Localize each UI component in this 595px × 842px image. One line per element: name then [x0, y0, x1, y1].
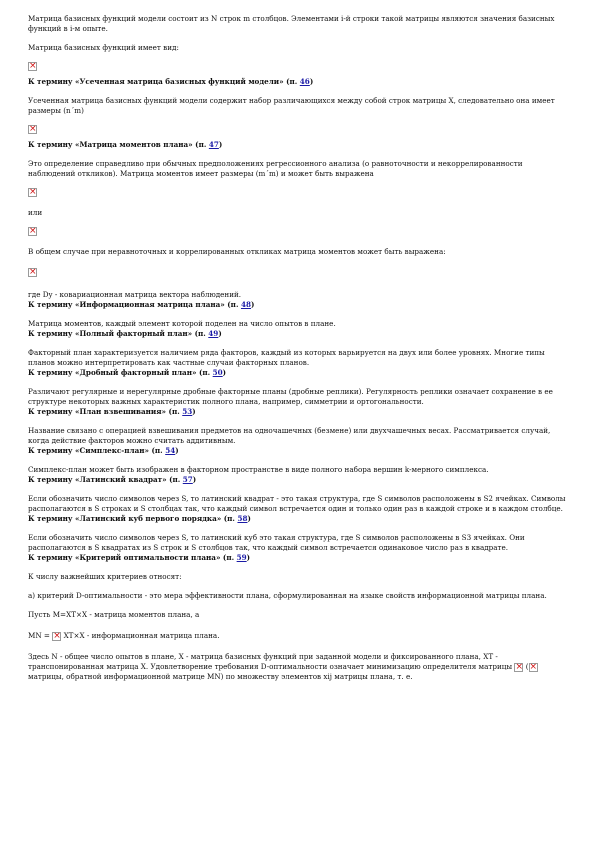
page-link[interactable]: 53	[182, 407, 193, 416]
page-link[interactable]: 54	[165, 446, 176, 455]
formula-image	[28, 122, 568, 136]
broken-image-icon	[28, 268, 37, 277]
formula-image	[28, 59, 568, 73]
term-heading-tail: )	[175, 446, 179, 455]
term-heading	[28, 140, 568, 150]
term-heading	[28, 446, 568, 456]
paragraph: Это определение справедливо при обычных предположениях регрессионного анализа (о равноточности и некоррелированности наблюдений откликов). Матрица моментов имеет размеры (m´m) и может быть выражена	[28, 159, 523, 178]
formula-image	[28, 185, 568, 199]
paragraph: Здесь N - общее число опытов в плане, X - матрица базисных функций при заданной модели и фиксированного плана, XT - транспонированная матрица X. Удовлетворение требования D-оптимальности означает минимизацию определителя матрицы × (× матрицы, обратной информационной матрице MN) по множеству элементов xij матрицы плана, т. е.	[28, 652, 568, 682]
paragraph-text: Здесь N - общее число опытов в плане, X - матрица базисных функций при заданной модели и фиксированного плана, XT - транспонированная матрица X. Удовлетворение требования D-оптимальности означает минимизацию определителя матрицы	[28, 652, 513, 671]
formula-suffix: XT×X - информационная матрица плана.	[63, 631, 220, 640]
formula-prefix: MN =	[28, 631, 50, 640]
broken-image-icon	[28, 227, 37, 236]
paragraph: Название связано с операцией взвешивания предметов на одночашечных (безмене) или двухчашечных весах. Рассматривается случай, когда действие факторов можно считать аддитивным.	[28, 426, 551, 445]
term-heading-text: К термину «Критерий оптимальности плана» (п.	[28, 553, 235, 562]
page-link[interactable]: 47	[208, 140, 219, 149]
term-heading	[28, 514, 568, 524]
term-heading-tail: )	[192, 475, 197, 484]
broken-image-icon	[529, 663, 538, 672]
paragraph-tail: матрицы, обратной информационной матрице MN) по множеству элементов xij матрицы плана, т. е.	[28, 672, 413, 681]
term-heading	[28, 553, 568, 563]
paragraph: Матрица базисных функций модели состоит из N строк m столбцов. Элементами i-й строки такой матрицы являются значения базисных функций в i-м опыте.	[28, 14, 555, 33]
term-heading-text: К термину «План взвешивания» (п.	[28, 407, 180, 416]
term-heading-tail: )	[247, 514, 251, 523]
paragraph: где Dy - ковариационная матрица вектора наблюдений.	[28, 290, 242, 299]
formula-image	[28, 263, 568, 281]
paragraph: В общем случае при неравноточных и коррелированных откликах матрица моментов может быть выражена:	[28, 247, 446, 256]
term-heading-text: К термину «Симплекс-план» (п.	[28, 446, 163, 455]
term-heading-text: К термину «Латинский куб первого порядка» (п.	[28, 514, 235, 523]
formula-line	[28, 629, 568, 643]
paragraph: Факторный план характеризуется наличием ряда факторов, каждый из которых варьируется на двух или более уровнях. Многие типы планов можно интерпретировать как частные случаи факторных планов.	[28, 348, 545, 367]
paragraph: Пусть M=XT×X - матрица моментов плана, а	[28, 610, 200, 619]
term-heading	[28, 407, 568, 417]
broken-image-icon	[28, 62, 37, 71]
page-link[interactable]: 58	[237, 514, 248, 523]
term-heading	[28, 475, 568, 485]
term-heading-tail: )	[218, 140, 223, 149]
term-heading	[28, 300, 568, 310]
formula-image	[28, 224, 568, 238]
term-heading-tail: )	[246, 553, 251, 562]
page-link[interactable]: 50	[212, 368, 223, 377]
document-page	[28, 14, 568, 682]
paragraph: К числу важнейших критериев относят:	[28, 572, 182, 581]
term-heading-tail: )	[250, 300, 255, 309]
broken-image-icon	[514, 663, 523, 672]
term-heading-text: К термину «Дробный факторный план» (п.	[28, 368, 211, 377]
term-heading	[28, 77, 568, 87]
paragraph: Различают регулярные и нерегулярные дробные факторные планы (дробные реплики). Регулярность реплики означает сохранение в ее структуре некоторых важных характеристик полного плана, например, симметрии и ортогональности.	[28, 387, 553, 406]
term-heading-text: К термину «Информационная матрица плана» (п.	[28, 300, 239, 309]
page-link[interactable]: 49	[208, 329, 219, 338]
page-link[interactable]: 48	[240, 300, 251, 309]
term-heading-tail: )	[218, 329, 222, 338]
paragraph: Если обозначить число символов через S, то латинский квадрат - это такая структура, где S символов расположены в S2 ячейках. Символы располагаются в S строках и S столбцах так, что каждый символ встречается один и только один раз в каждой строке и в каждом столбце.	[28, 494, 566, 513]
paragraph: Симплекс-план может быть изображен в факторном пространстве в виде полного набора вершин k-мерного симплекса.	[28, 465, 489, 474]
term-heading	[28, 368, 568, 378]
broken-image-icon	[28, 125, 37, 134]
page-link[interactable]: 59	[236, 553, 247, 562]
term-heading-text: К термину «Матрица моментов плана» (п.	[28, 140, 207, 149]
paragraph: а) критерий D-оптимальности - это мера эффективности плана, сформулированная на языке свойств информационной матрицы плана.	[28, 591, 547, 600]
term-heading	[28, 329, 568, 339]
term-heading-text: К термину «Латинский квадрат» (п.	[28, 475, 181, 484]
paragraph: Если обозначить число символов через S, то латинский куб это такая структура, где S символов расположены в S3 ячейках. Они располагаются в S квадратах из S строк и S столбцов так, что каждый символ встречается одинаковое число раз в квадрате.	[28, 533, 525, 552]
paragraph: или	[28, 208, 43, 217]
term-heading-text: К термину «Усеченная матрица базисных функций модели» (п.	[28, 77, 298, 86]
paragraph: Усеченная матрица базисных функций модели содержит набор различающихся между собой строк матрицы X, следовательно она имеет размеры (n´m)	[28, 96, 555, 115]
paragraph: Матрица моментов, каждый элемент которой поделен на число опытов в плане.	[28, 319, 336, 328]
paragraph: Матрица базисных функций имеет вид:	[28, 43, 179, 52]
term-heading-text: К термину «Полный факторный план» (п.	[28, 329, 206, 338]
term-heading-tail: )	[222, 368, 227, 377]
page-link[interactable]: 57	[182, 475, 193, 484]
term-heading-tail: )	[309, 77, 314, 86]
page-link[interactable]: 46	[299, 77, 310, 86]
broken-image-icon	[52, 632, 61, 641]
term-heading-tail: )	[192, 407, 196, 416]
broken-image-icon	[28, 188, 37, 197]
